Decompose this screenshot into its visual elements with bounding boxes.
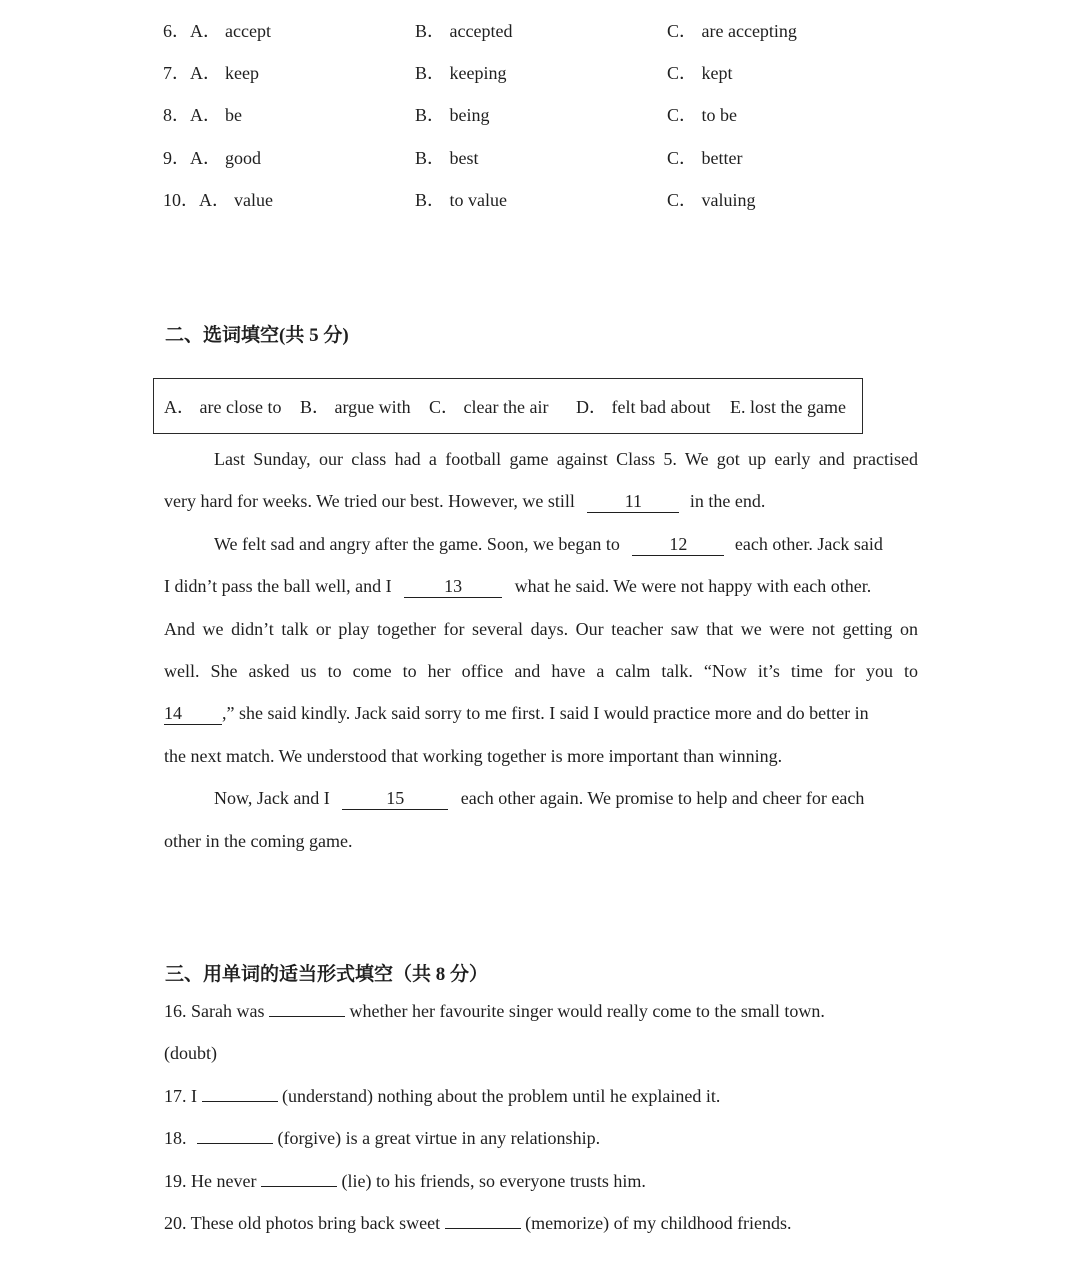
option-a: value [234, 190, 273, 210]
question-text: 20. These old photos bring back sweet [164, 1213, 441, 1233]
question-text: whether her favourite singer would really come to the small town. [349, 1001, 825, 1021]
question-17 [164, 1083, 720, 1109]
option-b: B． accepted [415, 21, 513, 41]
passage-line [214, 531, 924, 557]
question-number: 7．A． [163, 63, 221, 83]
passage-line [164, 700, 924, 726]
answer-blank-16[interactable] [269, 998, 345, 1017]
question-text: 16. Sarah was [164, 1001, 265, 1021]
passage-text: each other again. We promise to help and cheer for each [460, 788, 865, 808]
option-c: C． to be [667, 105, 737, 125]
question-row-8 [0, 102, 1080, 128]
passage-line: And we didn’t talk or play together for several days. Our teacher saw that we were not getting on [164, 619, 918, 639]
question-row-7 [0, 60, 1080, 86]
passage-line: other in the coming game. [164, 831, 353, 851]
passage-line: well. She asked us to come to her office and have a calm talk. “Now it’s time for you to [164, 661, 918, 681]
blank-12[interactable]: 12 [632, 534, 724, 556]
word-bank-option-e: E. lost the game [730, 397, 846, 417]
question-text: (lie) to his friends, so everyone trusts him. [341, 1171, 646, 1191]
question-number: 10．A． [163, 190, 230, 210]
option-b: B． being [415, 105, 490, 125]
passage-text: ,” she said kindly. Jack said sorry to me first. I said I would practice more and do better in [222, 703, 869, 723]
question-text: (understand) nothing about the problem until he explained it. [282, 1086, 721, 1106]
question-18 [164, 1125, 600, 1151]
question-text: 19. He never [164, 1171, 257, 1191]
answer-blank-20[interactable] [445, 1210, 521, 1229]
passage-line: the next match. We understood that working together is more important than winning. [164, 746, 783, 766]
answer-blank-17[interactable] [202, 1083, 278, 1102]
blank-11[interactable]: 11 [587, 491, 679, 513]
question-20 [164, 1210, 792, 1236]
word-bank-option-b: B． argue with [300, 397, 411, 417]
word-bank-option-c: C． clear the air [429, 397, 549, 417]
question-row-10 [0, 187, 1080, 213]
section-3-title: 三、用单词的适当形式填空（共 8 分） [165, 964, 489, 985]
option-c: C． valuing [667, 190, 756, 210]
passage-text: each other. Jack said [734, 534, 883, 554]
blank-13[interactable]: 13 [404, 576, 502, 598]
passage-text: what he said. We were not happy with each other. [514, 576, 872, 596]
question-text: (forgive) is a great virtue in any relationship. [277, 1128, 601, 1148]
option-c: C． are accepting [667, 21, 797, 41]
option-a: good [225, 148, 261, 168]
blank-14[interactable]: 14 [164, 703, 222, 725]
question-row-6 [0, 18, 1080, 44]
word-bank-box [153, 378, 863, 434]
blank-15[interactable]: 15 [342, 788, 448, 810]
passage-text: in the end. [689, 491, 766, 511]
passage-text: Now, Jack and I [214, 788, 330, 808]
question-number: 6．A． [163, 21, 221, 41]
section-2-title: 二、选词填空(共 5 分) [165, 325, 349, 346]
option-b: B． to value [415, 190, 507, 210]
option-a: be [225, 105, 242, 125]
passage-line [164, 488, 924, 514]
passage-line [164, 573, 924, 599]
answer-blank-19[interactable] [261, 1168, 337, 1187]
option-a: accept [225, 21, 271, 41]
word-bank-option-a: A． are close to [164, 397, 282, 417]
option-b: B． best [415, 148, 479, 168]
passage-line: Last Sunday, our class had a football game against Class 5. We got up early and practised [214, 449, 918, 469]
passage-text: We felt sad and angry after the game. Soon, we began to [214, 534, 620, 554]
question-19 [164, 1168, 646, 1194]
question-16 [164, 998, 825, 1024]
option-a: keep [225, 63, 259, 83]
answer-blank-18[interactable] [197, 1125, 273, 1144]
question-number: 9．A． [163, 148, 221, 168]
word-bank-option-d: D． felt bad about [576, 397, 711, 417]
option-b: B． keeping [415, 63, 507, 83]
passage-text: I didn’t pass the ball well, and I [164, 576, 392, 596]
question-text: 18. [164, 1128, 187, 1148]
question-16-hint: (doubt) [164, 1043, 217, 1063]
passage-line [214, 785, 924, 811]
option-c: C． kept [667, 63, 733, 83]
passage-text: very hard for weeks. We tried our best. However, we still [164, 491, 575, 511]
question-text: (memorize) of my childhood friends. [525, 1213, 792, 1233]
question-number: 8．A． [163, 105, 221, 125]
question-row-9 [0, 145, 1080, 171]
option-c: C． better [667, 148, 743, 168]
question-text: 17. I [164, 1086, 197, 1106]
